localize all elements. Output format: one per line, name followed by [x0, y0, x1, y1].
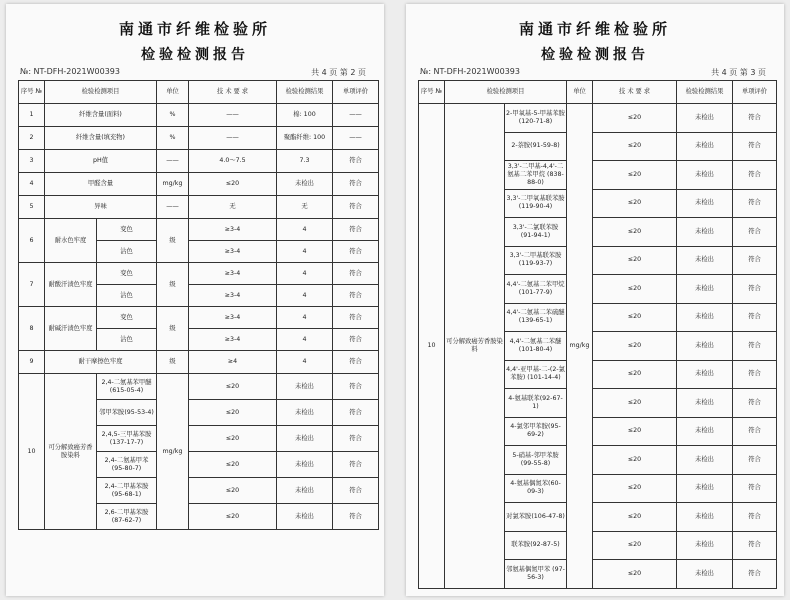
- table-row: 4,4'-二氨基二苯硫醚(139-65-1) ≤20 未检出 符合: [419, 303, 777, 332]
- table-row: 3 pH值 —— 4.0～7.5 7.3 符合: [19, 150, 379, 173]
- table-header: [19, 81, 379, 104]
- table-row: 3,3'-二甲氧基联苯胺(119-90-4) ≤20 未检出 符合: [419, 189, 777, 218]
- table-row: 4 甲醛含量 mg/kg ≤20 未检出 符合: [19, 173, 379, 196]
- header-seq: 序号 №: [419, 81, 445, 104]
- table-row: 邻氨基偶氮甲苯 (97-56-3) ≤20 未检出 符合: [419, 560, 777, 589]
- report-number: №: NT-DFH-2021W00393: [420, 67, 520, 76]
- table-row: 联苯胺(92-87-5) ≤20 未检出 符合: [419, 531, 777, 560]
- report-page-3: [406, 4, 784, 596]
- table-row: 7 耐酸汗渍色牢度 变色 级 ≥3-4 4 符合: [19, 263, 379, 285]
- table-row: 3,3'-二氯联苯胺 (91-94-1) ≤20 未检出 符合: [419, 218, 777, 247]
- table-row: 2,6-二甲基苯胺 (87-62-7) ≤20 未检出 符合: [19, 504, 379, 530]
- table-row: 沾色 ≥3-4 4 符合: [19, 285, 379, 307]
- table-row: 6 耐水色牢度 变色 级 ≥3-4 4 符合: [19, 219, 379, 241]
- table-row: 邻甲苯胺(95-53-4) ≤20 未检出 符合: [19, 400, 379, 426]
- table-header: [419, 81, 777, 104]
- table-row: 4,4'-亚甲基-二-(2-氯苯胺) (101-14-4) ≤20 未检出 符合: [419, 360, 777, 389]
- header-item: 检验检测项目: [445, 81, 567, 104]
- table-row: 10 可分解致癌芳香胺染料 2,4-二氨基苯甲醚 (615-05-4) mg/kg ≤20 未检出 符合: [19, 374, 379, 400]
- header-result: 检验检测结果: [677, 81, 733, 104]
- table-row: 5 异味 —— 无 无 符合: [19, 196, 379, 219]
- table-row: 2 纤维含量(填充物) % —— 聚酯纤维: 100 ——: [19, 127, 379, 150]
- header-seq: 序号 №: [19, 81, 45, 104]
- header-unit: 单位: [157, 81, 189, 104]
- table-row: 4-氯邻甲苯胺(95-69-2) ≤20 未检出 符合: [419, 417, 777, 446]
- table-row: 4,4'-二氨基二苯醚(101-80-4) ≤20 未检出 符合: [419, 332, 777, 361]
- header-evaluation: 单项评价: [733, 81, 777, 104]
- institute-title: 南通市纤维检验所: [518, 20, 671, 38]
- report-title: 检验检测报告: [541, 47, 649, 63]
- table-row: 对氯苯胺(106-47-8) ≤20 未检出 符合: [419, 503, 777, 532]
- table-row: 4-氨基偶氮苯(60-09-3) ≤20 未检出 符合: [419, 474, 777, 503]
- table-row: 10 可分解致癌芳香胺染料 2-甲氧基-5-甲基苯胺(120-71-8) mg/kg ≤20 未检出 符合: [419, 104, 777, 133]
- table-row: 4,4'-二氨基二苯甲烷(101-77-9) ≤20 未检出 符合: [419, 275, 777, 304]
- report-number: №: NT-DFH-2021W00393: [20, 67, 120, 76]
- table-row: 1 纤维含量(面料) % —— 棉: 100 ——: [19, 104, 379, 127]
- table-row: 5-硝基-邻甲苯胺 (99-55-8) ≤20 未检出 符合: [419, 446, 777, 475]
- header-result: 检验检测结果: [277, 81, 333, 104]
- institute-title: 南通市纤维检验所: [118, 20, 271, 38]
- header-requirement: 技 术 要 求: [189, 81, 277, 104]
- table-row: 沾色 ≥3-4 4 符合: [19, 241, 379, 263]
- table-row: 2,4,5-三甲基苯胺 (137-17-7) ≤20 未检出 符合: [19, 426, 379, 452]
- report-title: 检验检测报告: [141, 47, 249, 63]
- table-row: 9 耐干摩擦色牢度 级 ≥4 4 符合: [19, 351, 379, 374]
- table-row: 3,3'-二甲基联苯胺 (119-93-7) ≤20 未检出 符合: [419, 246, 777, 275]
- header-item: 检验检测项目: [45, 81, 157, 104]
- page-number: 共 4 页 第 2 页: [311, 68, 366, 77]
- report-page-2: [6, 4, 384, 596]
- table-row: 3,3'-二甲基-4,4'-二氨基二苯甲烷 (838-88-0) ≤20 未检出 符合: [419, 161, 777, 190]
- table-row: 8 耐碱汗渍色牢度 变色 级 ≥3-4 4 符合: [19, 307, 379, 329]
- table-row: 2-萘胺(91-59-8) ≤20 未检出 符合: [419, 132, 777, 161]
- table-row: 沾色 ≥3-4 4 符合: [19, 329, 379, 351]
- inspection-table: [18, 80, 379, 530]
- header-unit: 单位: [567, 81, 593, 104]
- table-row: 2,4-二甲基苯胺 (95-68-1) ≤20 未检出 符合: [19, 478, 379, 504]
- inspection-table: [418, 80, 777, 589]
- table-row: 2,4-二氨基甲苯 (95-80-7) ≤20 未检出 符合: [19, 452, 379, 478]
- header-requirement: 技 术 要 求: [593, 81, 677, 104]
- table-row: 4-氨基联苯(92-67-1) ≤20 未检出 符合: [419, 389, 777, 418]
- page-number: 共 4 页 第 3 页: [711, 68, 766, 77]
- header-evaluation: 单项评价: [333, 81, 379, 104]
